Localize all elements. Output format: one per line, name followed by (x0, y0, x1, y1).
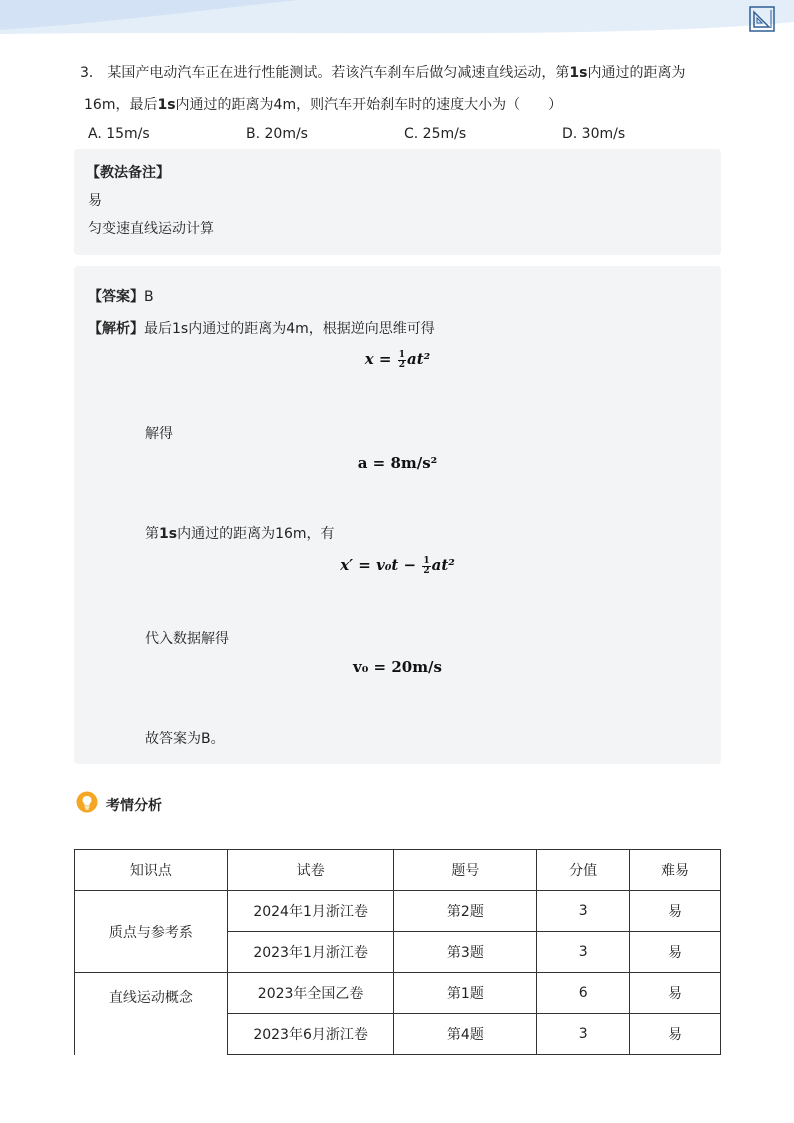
formula-initial-velocity: v₀ = 20m/s (353, 658, 442, 676)
question-line-2: 16m，最后1s内通过的距离为4m，则汽车开始刹车时的速度大小为（ ） (84, 97, 563, 113)
question-number: 3． (80, 65, 103, 81)
header-difficulty: 难易 (630, 850, 721, 891)
table-row (75, 973, 721, 1014)
paper-cell: 2024年1月浙江卷 (227, 891, 394, 932)
question-line-1: 3． 某国产电动汽车正在进行性能测试。若该汽车刹车后做匀减速直线运动，第1s内通过的距离为 (80, 65, 686, 81)
score-cell: 3 (537, 891, 630, 932)
option-b[interactable]: B. 20m/s (246, 126, 308, 142)
answer-value: B (144, 289, 154, 305)
header-question-number: 题号 (394, 850, 537, 891)
number-cell: 第4题 (394, 1014, 537, 1055)
answer-panel (74, 266, 721, 764)
teaching-notes-topic: 匀变速直线运动计算 (88, 221, 214, 237)
header-knowledge-point: 知识点 (75, 850, 228, 891)
header-score: 分值 (537, 850, 630, 891)
header-paper: 试卷 (227, 850, 394, 891)
paper-cell: 2023年全国乙卷 (227, 973, 394, 1014)
formula-acceleration: a = 8m/s² (357, 454, 438, 472)
difficulty-cell: 易 (630, 973, 721, 1014)
header-wave-decoration (0, 0, 794, 36)
score-cell: 3 (537, 1014, 630, 1055)
answer-row (88, 286, 154, 306)
ruler-triangle-icon (749, 6, 775, 32)
lightbulb-icon (76, 791, 98, 813)
paper-cell: 2023年6月浙江卷 (227, 1014, 394, 1055)
number-cell: 第1题 (394, 973, 537, 1014)
option-a[interactable]: A. 15m/s (88, 126, 150, 142)
answer-label: 【答案】 (88, 289, 144, 305)
solve-label: 解得 (145, 426, 173, 442)
exam-analysis-table (74, 849, 721, 1055)
formula-displacement: x = $\frac{1}{2}$ at² (364, 349, 431, 370)
topic-cell: 质点与参考系 (75, 891, 228, 973)
difficulty-cell: 易 (630, 1014, 721, 1055)
score-cell: 6 (537, 973, 630, 1014)
teaching-notes-panel (74, 149, 721, 255)
number-cell: 第3题 (394, 932, 537, 973)
teaching-notes-heading: 【教法备注】 (86, 165, 170, 181)
analysis-label: 【解析】 (88, 321, 144, 337)
difficulty-cell: 易 (630, 891, 721, 932)
score-cell: 3 (537, 932, 630, 973)
fraction-half-2: $\frac{1}{2}$ (423, 555, 430, 576)
analysis-row (88, 318, 435, 338)
section-title: 考情分析 (106, 798, 162, 814)
table-header-row (75, 850, 721, 891)
conclusion: 故答案为B。 (145, 731, 225, 747)
difficulty-cell: 易 (630, 932, 721, 973)
teaching-notes-difficulty: 易 (88, 193, 102, 209)
number-cell: 第2题 (394, 891, 537, 932)
table-row (75, 891, 721, 932)
fraction-half: $\frac{1}{2}$ (398, 349, 405, 370)
formula-first-second: x′ = v₀t − $\frac{1}{2}$ at² (340, 555, 455, 576)
paper-cell: 2023年1月浙江卷 (227, 932, 394, 973)
option-c[interactable]: C. 25m/s (404, 126, 467, 142)
first-second-line: 第1s内通过的距离为16m，有 (145, 526, 335, 542)
option-d[interactable]: D. 30m/s (562, 126, 626, 142)
analysis-intro: 最后1s内通过的距离为4m，根据逆向思维可得 (144, 321, 435, 337)
topic-cell: 直线运动概念 (75, 973, 228, 1055)
substitute-label: 代入数据解得 (145, 631, 229, 647)
